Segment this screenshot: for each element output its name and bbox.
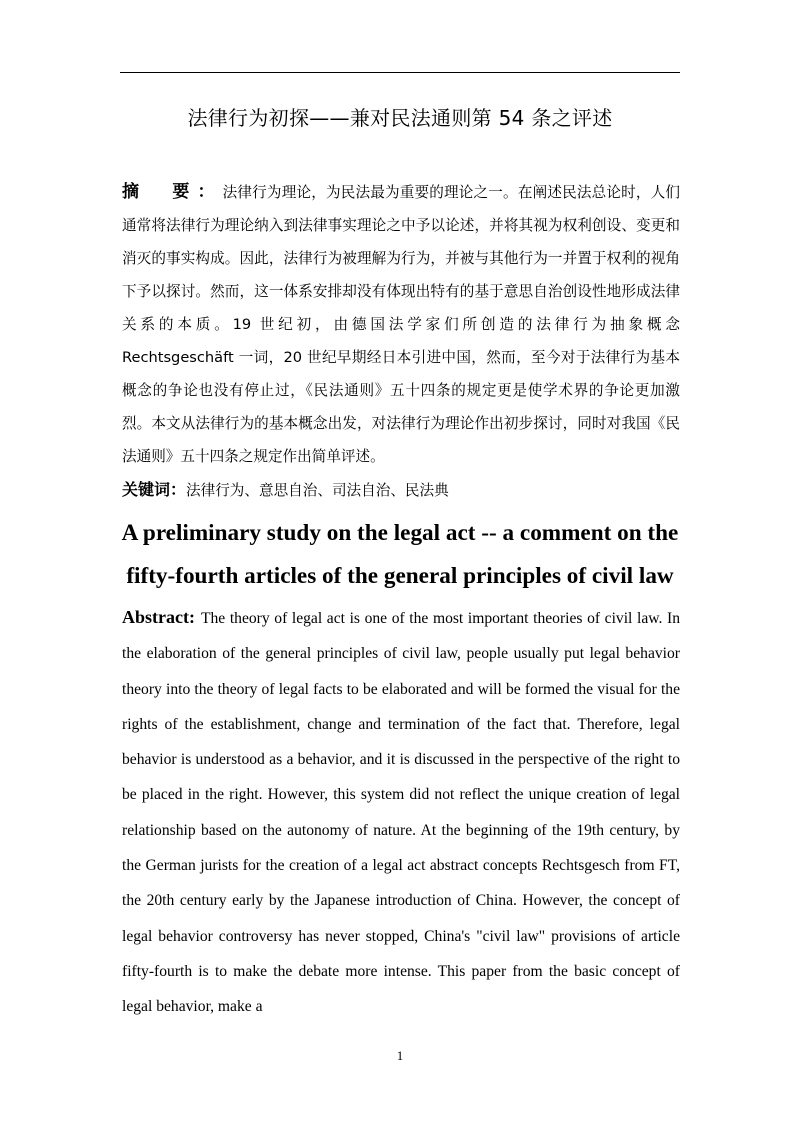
english-abstract-text: The theory of legal act is one of the most important theories of civil law. In the elaboration of the general principles of civil law, people usually put legal behavior theory into the theory of legal facts to be elaborated and will be formed the visual for the rights of the establishment, change and termination of the fact that. Therefore, legal behavior is understood as a behavior, and it is discussed in the perspective of the right to be placed in the right. However, this system did not reflect the unique creation of legal relationship based on the autonomy of nature. At the beginning of the 19th century, by the German jurists for the creation of a legal act abstract concepts Rechtsgesch from FT, the 20th century early by the Japanese introduction of China. However, the concept of legal behavior controversy has never stopped, China's "civil law" provisions of article fifty-fourth is to make the debate more intense. This paper from the basic concept of legal behavior, make a bbox=[122, 610, 680, 1016]
english-title-line-1: A preliminary study on the legal act -- a comment on the bbox=[121, 520, 679, 546]
chinese-abstract bbox=[122, 176, 680, 473]
header-rule bbox=[120, 72, 680, 73]
chinese-title: 法律行为初探——兼对民法通则第 54 条之评述 bbox=[187, 106, 613, 130]
keywords-label: 关键词： bbox=[122, 480, 187, 499]
english-abstract bbox=[122, 600, 680, 1025]
chinese-abstract-label: 摘 要： bbox=[122, 182, 223, 202]
chinese-abstract-text: 法律行为理论，为民法最为重要的理论之一。在阐述民法总论时，人们通常将法律行为理论纳入到法律事实理论之中予以论述，并将其视为权利创设、变更和消灭的事实构成。因此，法律行为被理解为行为，并被与其他行为一并置于权利的视角下予以探讨。然而，这一体系安排却没有体现出特有的基于意思自治创设性地形成法律关系的本质。19 世纪初，由德国法学家们所创造的法律行为抽象概念 Rechtsgeschäft 一词，20 世纪早期经日本引进中国，然而，至今对于法律行为基本概念的争论也没有停止过，《民法通则》五十四条的规定更是使学术界的争论更加激烈。本文从法律行为的基本概念出发，对法律行为理论作出初步探讨，同时对我国《民法通则》五十四条之规定作出简单评述。 bbox=[122, 184, 680, 465]
english-title-line-2: fifty-fourth articles of the general principles of civil law bbox=[126, 563, 674, 589]
keywords-text: 法律行为、意思自治、司法自治、民法典 bbox=[186, 482, 449, 499]
english-title bbox=[100, 512, 700, 598]
page-number: 1 bbox=[396, 1048, 404, 1063]
chinese-keywords bbox=[122, 475, 680, 506]
english-abstract-label: Abstract: bbox=[122, 607, 195, 627]
